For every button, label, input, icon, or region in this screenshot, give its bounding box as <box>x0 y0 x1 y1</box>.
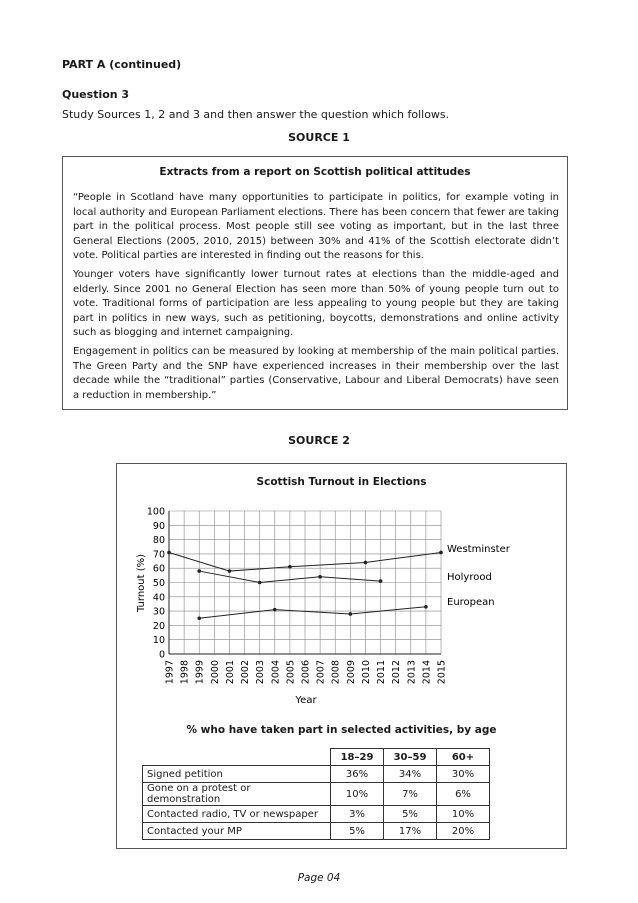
data-point-westminster <box>288 565 292 569</box>
y-tick-label: 80 <box>152 535 165 547</box>
source1-paragraph: “People in Scotland have many opportunities to participate in politics, for example voting in local authority and European Parliament elections. There has been concern that fewer are taking part in the political process. Most people still see voting as important, but in the last three General Elections (2005, 2010, 2015) between 30% and 41% of the Scottish electorate didn’t vote. Political parties are interested in finding out the reasons for this. <box>73 192 559 262</box>
part-heading: PART A (continued) <box>62 58 182 71</box>
row-label: Contacted your MP <box>143 823 331 840</box>
y-tick-label: 0 <box>158 649 165 661</box>
column-header: 60+ <box>437 749 490 766</box>
x-tick-label: 2015 <box>436 660 448 685</box>
x-tick-label: 2007 <box>315 660 327 685</box>
row-label: Contacted radio, TV or newspaper <box>143 806 331 823</box>
x-tick-label: 2009 <box>345 660 357 685</box>
x-tick-label: 2006 <box>300 660 312 685</box>
table-cell: 36% <box>331 766 384 783</box>
data-point-holyrood <box>197 569 201 573</box>
x-tick-label: 2014 <box>421 660 433 685</box>
data-point-holyrood <box>318 575 322 579</box>
x-tick-label: 2001 <box>224 660 236 685</box>
table-cell: 30% <box>437 766 490 783</box>
source2-heading: SOURCE 2 <box>288 434 350 447</box>
table-cell: 10% <box>437 806 490 823</box>
table-cell: 5% <box>384 806 437 823</box>
x-tick-label: 1999 <box>194 660 206 685</box>
x-tick-label: 2011 <box>376 660 388 685</box>
y-tick-label: 10 <box>152 635 165 647</box>
table-cell: 10% <box>331 783 384 806</box>
row-label: Signed petition <box>143 766 331 783</box>
table-cell: 17% <box>384 823 437 840</box>
data-point-westminster <box>364 561 368 565</box>
x-tick-label: 2010 <box>360 660 372 685</box>
series-line-european <box>199 607 426 618</box>
y-tick-label: 30 <box>152 606 165 618</box>
table-title: % who have taken part in selected activities, by age <box>186 724 497 736</box>
y-tick-label: 100 <box>146 506 165 518</box>
question-heading: Question 3 <box>62 88 130 101</box>
y-tick-label: 70 <box>152 549 165 561</box>
row-label: Gone on a protest or demonstration <box>143 783 331 806</box>
table-header-row <box>143 749 490 766</box>
x-tick-label: 2000 <box>209 660 221 685</box>
chart-title: Scottish Turnout in Elections <box>256 476 427 488</box>
table-row <box>143 806 490 823</box>
column-header: 30–59 <box>384 749 437 766</box>
chart-grid <box>169 511 441 654</box>
source1-paragraph: Younger voters have significantly lower turnout rates at elections than the middle-aged and elderly. Since 2001 no General Election has seen more than 50% of young people turn out to vote. Traditional forms of participation are less appealing to young people but they are taking part in politics in new ways, such as petitioning, boycotts, demonstrations and online activity such as blogging and internet campaigning. <box>73 268 559 339</box>
instruction-text: Study Sources 1, 2 and 3 and then answer the question which follows. <box>62 108 450 121</box>
data-point-european <box>273 608 277 612</box>
y-tick-label: 90 <box>152 520 165 532</box>
x-tick-label: 1997 <box>164 660 176 685</box>
table-cell: 7% <box>384 783 437 806</box>
table-row <box>143 823 490 840</box>
data-point-holyrood <box>258 581 262 585</box>
data-point-westminster <box>228 569 232 573</box>
page-number: Page 04 <box>297 872 341 884</box>
column-header: 18–29 <box>331 749 384 766</box>
series-label-holyrood: Holyrood <box>447 572 492 583</box>
x-tick-label: 2005 <box>285 660 297 685</box>
chart-labels <box>147 507 511 685</box>
source1-heading: SOURCE 1 <box>288 131 350 144</box>
data-point-westminster <box>167 551 171 555</box>
x-tick-label: 2003 <box>255 660 267 685</box>
table-cell: 5% <box>331 823 384 840</box>
data-point-holyrood <box>379 579 383 583</box>
table-cell: 3% <box>331 806 384 823</box>
activities-table <box>142 748 490 840</box>
data-point-european <box>349 612 353 616</box>
table-row <box>143 783 490 806</box>
y-tick-label: 40 <box>152 592 165 604</box>
data-point-european <box>197 616 201 620</box>
series-label-european: European <box>447 597 495 608</box>
table-cell: 34% <box>384 766 437 783</box>
table-row <box>143 766 490 783</box>
source1-title: Extracts from a report on Scottish political attitudes <box>159 166 471 178</box>
table-cell: 20% <box>437 823 490 840</box>
x-axis-label: Year <box>295 695 317 706</box>
series-label-westminster: Westminster <box>447 544 510 555</box>
x-tick-label: 2012 <box>391 660 403 685</box>
y-tick-label: 50 <box>152 578 165 589</box>
source1-paragraph: Engagement in politics can be measured by looking at membership of the main political parties. The Green Party and the SNP have experienced increases in their membership over the last decade while the “traditional” parties (Conservative, Labour and Liberal Democrats) have seen a reduction in membership.” <box>73 345 559 401</box>
data-point-european <box>424 605 428 609</box>
x-tick-label: 2008 <box>330 660 342 685</box>
x-tick-label: 1998 <box>179 660 191 685</box>
y-axis-label: Turnout (%) <box>136 553 147 613</box>
table-cell: 6% <box>437 783 490 806</box>
x-tick-label: 2002 <box>240 660 252 685</box>
x-tick-label: 2013 <box>406 660 418 685</box>
x-tick-label: 2004 <box>270 660 282 685</box>
data-point-westminster <box>439 551 443 555</box>
y-tick-label: 20 <box>152 620 165 632</box>
y-tick-label: 60 <box>152 563 165 575</box>
